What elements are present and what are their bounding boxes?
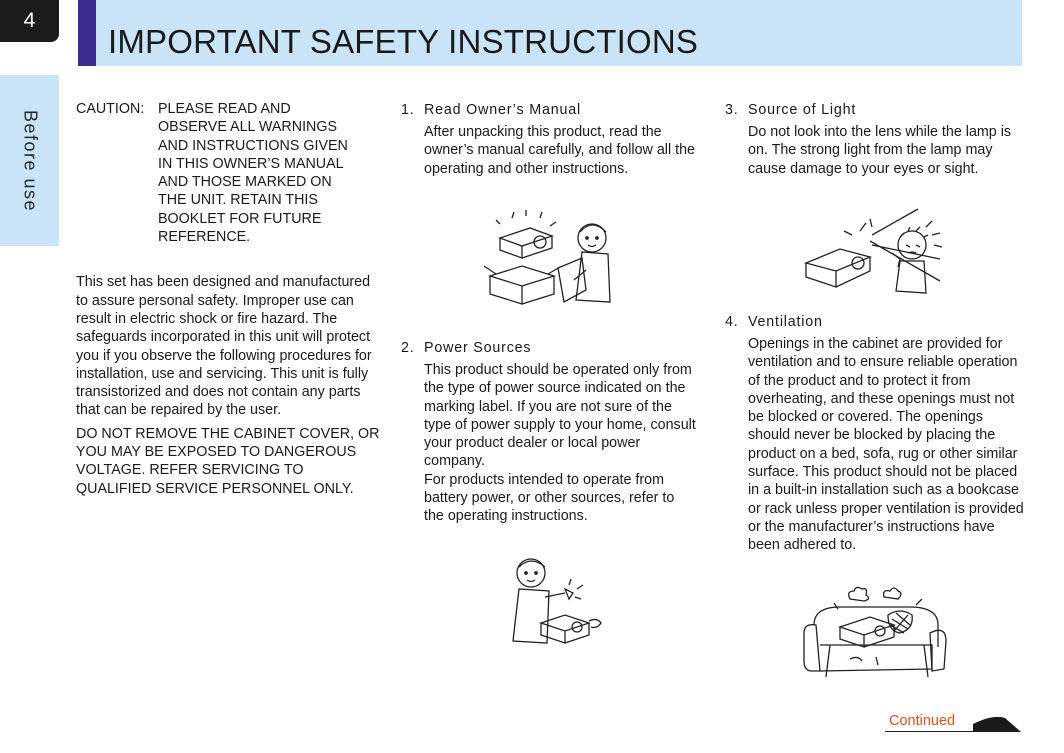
illustration-source-of-light	[800, 205, 945, 295]
illustration-power-sources	[505, 553, 605, 649]
continued-label: Continued	[889, 713, 956, 729]
section-body: Openings in the cabinet are provided for ventilation and to ensure reliable operation of the product and to protect it from overheating, and these openings must not be blocked or covered. The openings should never be blocked by placing the product on a bed, sofa, rug or other similar surface. This product should not be placed in a built-in installation such as a bookcase or rack unless proper ventilation is provided or the manufacturer’s instructions have been adhered to.	[748, 336, 1024, 554]
section-title-text: Ventilation	[748, 314, 823, 330]
page-title: IMPORTANT SAFETY INSTRUCTIONS	[108, 23, 699, 60]
title-accent-bar	[78, 0, 96, 66]
intro-paragraph: This set has been designed and manufactured to assure personal safety. Improper use can result in electric shock or fire hazard. The safeguards incorporated in this unit will protect you if you observe the following procedures for installation, use and servicing. This unit is fully transistorized and does not contain any parts that can be repaired by the user.	[76, 274, 372, 419]
warning-paragraph: DO NOT REMOVE THE CABINET COVER, OR YOU MAY BE EXPOSED TO DANGEROUS VOLTAGE. REFER SERVICING TO QUALIFIED SERVICE PERSONNEL ONLY.	[76, 425, 380, 497]
section-title	[401, 101, 698, 119]
section-number: 2.	[401, 340, 415, 356]
caution-text: PLEASE READ AND OBSERVE ALL WARNINGS AND INSTRUCTIONS GIVEN IN THIS OWNER’S MANUAL AND THOSE MARKED ON THE UNIT. RETAIN THIS BOOKLET FOR FUTURE REFERENCE.	[158, 101, 348, 246]
side-tab-before-use	[0, 75, 59, 246]
section-title-text: Source of Light	[748, 102, 857, 118]
section-source-of-light	[722, 101, 1024, 178]
continued-underline	[885, 731, 981, 732]
section-number: 1.	[401, 102, 415, 118]
section-body: After unpacking this product, read the owner’s manual carefully, and follow all the operating and other instructions.	[424, 124, 695, 177]
section-title	[401, 339, 698, 357]
illustration-read-manual	[482, 210, 622, 310]
caution-label: CAUTION:	[76, 101, 145, 117]
section-number: 4.	[725, 314, 739, 330]
caution-block	[76, 100, 380, 246]
continued-indicator[interactable]	[885, 712, 1025, 734]
section-title-text: Read Owner’s Manual	[424, 102, 581, 118]
section-title	[725, 101, 1024, 119]
arrow-right-icon	[973, 712, 1021, 734]
section-body: Do not look into the lens while the lamp is on. The strong light from the lamp may cause damage to your eyes or sight.	[748, 124, 1012, 177]
section-body: This product should be operated only from the type of power source indicated on the marking label. If you are not sure of the type of power supply to your home, consult your product dealer or local power company.	[424, 362, 696, 470]
illustration-ventilation	[800, 585, 950, 685]
page-number: 4	[0, 0, 59, 42]
section-number: 3.	[725, 102, 739, 118]
column-left	[76, 100, 380, 498]
section-ventilation	[722, 313, 1024, 555]
side-tab-label: Before use	[20, 109, 40, 212]
section-read-manual	[398, 101, 698, 178]
section-title	[725, 313, 1024, 331]
section-power-sources	[398, 339, 698, 526]
section-body-extra: For products intended to operate from battery power, or other sources, refer to the operating instructions.	[424, 471, 675, 525]
section-title-text: Power Sources	[424, 340, 532, 356]
